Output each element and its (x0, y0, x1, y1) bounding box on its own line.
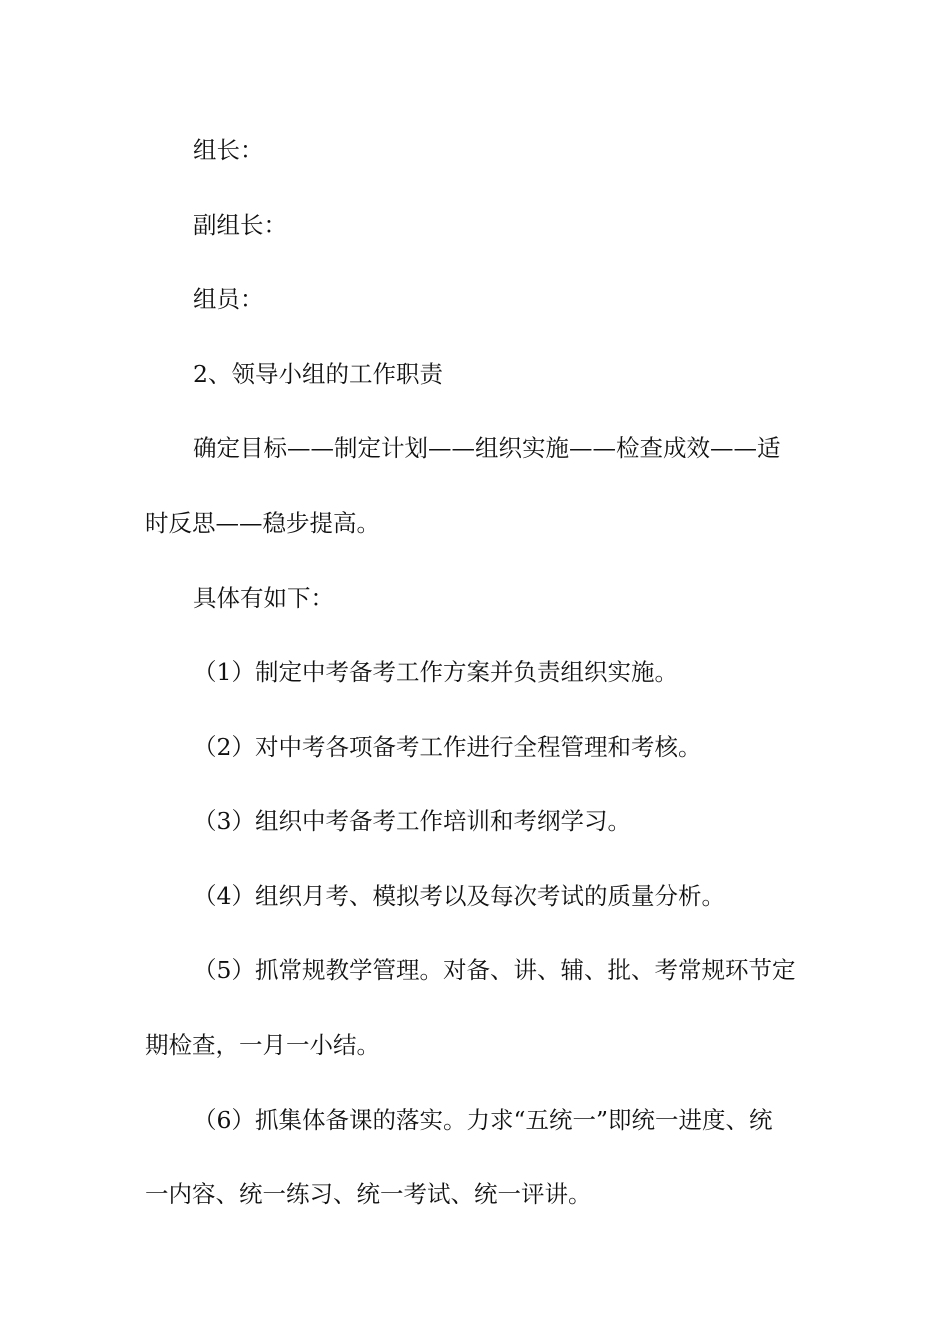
list-item: （6）抓集体备课的落实。力求“五统一”即统一进度、统 (193, 1106, 773, 1134)
list-item: （4）组织月考、模拟考以及每次考试的质量分析。 (193, 882, 725, 910)
section-heading: 2、领导小组的工作职责 (193, 360, 443, 388)
paragraph-line: 具体有如下： (193, 584, 334, 612)
list-item: （2）对中考各项备考工作进行全程管理和考核。 (193, 733, 702, 761)
list-item-continuation: 期检查，一月一小结。 (145, 1031, 380, 1059)
members-label: 组员： (193, 285, 264, 313)
paragraph-line: 确定目标——制定计划——组织实施——检查成效——适 (193, 434, 781, 462)
list-item: （3）组织中考备考工作培训和考纲学习。 (193, 807, 631, 835)
paragraph-line: 时反思——稳步提高。 (145, 509, 380, 537)
leader-label: 组长： (193, 136, 264, 164)
list-item-continuation: 一内容、统一练习、统一考试、统一评讲。 (145, 1180, 592, 1208)
deputy-leader-label: 副组长： (193, 211, 287, 239)
list-item: （5）抓常规教学管理。对备、讲、辅、批、考常规环节定 (193, 956, 796, 984)
list-item: （1）制定中考备考工作方案并负责组织实施。 (193, 658, 678, 686)
